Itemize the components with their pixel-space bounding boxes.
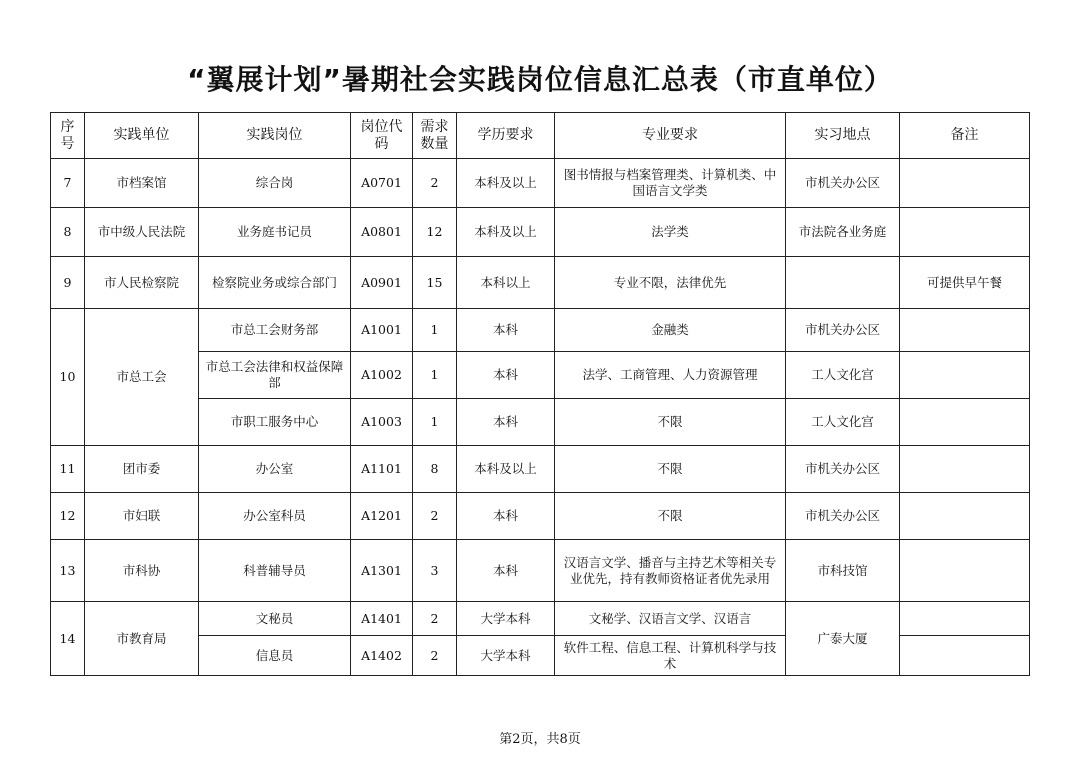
cell-edu: 本科 (457, 352, 555, 399)
cell-major: 法学类 (555, 208, 786, 257)
cell-code: A1002 (351, 352, 413, 399)
cell-code: A1301 (351, 540, 413, 602)
cell-location: 市法院各业务庭 (786, 208, 900, 257)
positions-table (50, 112, 1030, 676)
cell-count: 2 (413, 602, 457, 636)
cell-count: 12 (413, 208, 457, 257)
page-title: “翼展计划”暑期社会实践岗位信息汇总表（市直单位） (187, 63, 893, 96)
cell-code: A1001 (351, 309, 413, 352)
cell-unit: 团市委 (85, 446, 199, 493)
table-row (51, 309, 1030, 352)
cell-position: 市总工会法律和权益保障部 (199, 352, 351, 399)
cell-count: 2 (413, 493, 457, 540)
header-seq: 序号 (51, 113, 85, 159)
cell-position: 办公室 (199, 446, 351, 493)
cell-position: 文秘员 (199, 602, 351, 636)
cell-edu: 本科及以上 (457, 446, 555, 493)
header-row (51, 113, 1030, 159)
header-major: 专业要求 (555, 113, 786, 159)
cell-note (900, 208, 1030, 257)
cell-position: 业务庭书记员 (199, 208, 351, 257)
cell-seq: 10 (51, 309, 85, 446)
table-row (51, 446, 1030, 493)
cell-seq: 13 (51, 540, 85, 602)
cell-unit: 市妇联 (85, 493, 199, 540)
cell-major: 文秘学、汉语言文学、汉语言 (555, 602, 786, 636)
cell-note (900, 493, 1030, 540)
cell-major: 金融类 (555, 309, 786, 352)
cell-count: 3 (413, 540, 457, 602)
cell-count: 2 (413, 159, 457, 208)
cell-code: A0701 (351, 159, 413, 208)
cell-location: 市机关办公区 (786, 446, 900, 493)
cell-position: 市职工服务中心 (199, 399, 351, 446)
cell-location: 市机关办公区 (786, 159, 900, 208)
cell-location: 广泰大厦 (786, 602, 900, 676)
cell-note (900, 636, 1030, 676)
cell-code: A1101 (351, 446, 413, 493)
table-row (51, 602, 1030, 636)
cell-edu: 大学本科 (457, 636, 555, 676)
header-location: 实习地点 (786, 113, 900, 159)
cell-position: 综合岗 (199, 159, 351, 208)
cell-major: 图书情报与档案管理类、计算机类、中国语言文学类 (555, 159, 786, 208)
cell-location (786, 257, 900, 309)
cell-note (900, 309, 1030, 352)
cell-edu: 本科 (457, 309, 555, 352)
cell-count: 15 (413, 257, 457, 309)
cell-edu: 本科及以上 (457, 208, 555, 257)
cell-location: 工人文化宫 (786, 352, 900, 399)
cell-count: 8 (413, 446, 457, 493)
header-unit: 实践单位 (85, 113, 199, 159)
cell-edu: 本科 (457, 540, 555, 602)
cell-note (900, 399, 1030, 446)
cell-unit: 市科协 (85, 540, 199, 602)
cell-major: 专业不限，法律优先 (555, 257, 786, 309)
cell-position: 市总工会财务部 (199, 309, 351, 352)
cell-seq: 11 (51, 446, 85, 493)
cell-major: 不限 (555, 493, 786, 540)
cell-note (900, 602, 1030, 636)
cell-count: 2 (413, 636, 457, 676)
cell-code: A0801 (351, 208, 413, 257)
header-edu: 学历要求 (457, 113, 555, 159)
table-row (51, 159, 1030, 208)
cell-major: 软件工程、信息工程、计算机科学与技术 (555, 636, 786, 676)
table-row (51, 208, 1030, 257)
cell-seq: 14 (51, 602, 85, 676)
table-row (51, 493, 1030, 540)
header-code: 岗位代码 (351, 113, 413, 159)
cell-code: A1402 (351, 636, 413, 676)
cell-seq: 8 (51, 208, 85, 257)
cell-note (900, 540, 1030, 602)
cell-position: 检察院业务或综合部门 (199, 257, 351, 309)
cell-count: 1 (413, 309, 457, 352)
cell-edu: 本科 (457, 493, 555, 540)
cell-location: 市机关办公区 (786, 309, 900, 352)
cell-edu: 本科及以上 (457, 159, 555, 208)
cell-note (900, 446, 1030, 493)
cell-unit: 市中级人民法院 (85, 208, 199, 257)
cell-major: 汉语言文学、播音与主持艺术等相关专业优先，持有教师资格证者优先录用 (555, 540, 786, 602)
cell-note (900, 159, 1030, 208)
cell-position: 科普辅导员 (199, 540, 351, 602)
cell-seq: 7 (51, 159, 85, 208)
cell-count: 1 (413, 399, 457, 446)
cell-unit: 市人民检察院 (85, 257, 199, 309)
page-footer: 第2页，共8页 (499, 732, 581, 747)
cell-location: 市机关办公区 (786, 493, 900, 540)
cell-code: A1201 (351, 493, 413, 540)
cell-unit: 市总工会 (85, 309, 199, 446)
cell-code: A0901 (351, 257, 413, 309)
cell-code: A1401 (351, 602, 413, 636)
cell-edu: 本科 (457, 399, 555, 446)
cell-code: A1003 (351, 399, 413, 446)
cell-position: 办公室科员 (199, 493, 351, 540)
cell-seq: 12 (51, 493, 85, 540)
table-row (51, 257, 1030, 309)
header-count: 需求数量 (413, 113, 457, 159)
cell-seq: 9 (51, 257, 85, 309)
cell-note: 可提供早午餐 (900, 257, 1030, 309)
cell-location: 工人文化宫 (786, 399, 900, 446)
header-position: 实践岗位 (199, 113, 351, 159)
cell-major: 法学、工商管理、人力资源管理 (555, 352, 786, 399)
cell-note (900, 352, 1030, 399)
cell-unit: 市教育局 (85, 602, 199, 676)
cell-unit: 市档案馆 (85, 159, 199, 208)
cell-location: 市科技馆 (786, 540, 900, 602)
cell-count: 1 (413, 352, 457, 399)
cell-major: 不限 (555, 446, 786, 493)
header-note: 备注 (900, 113, 1030, 159)
cell-edu: 大学本科 (457, 602, 555, 636)
cell-edu: 本科以上 (457, 257, 555, 309)
cell-major: 不限 (555, 399, 786, 446)
cell-position: 信息员 (199, 636, 351, 676)
table-row (51, 540, 1030, 602)
